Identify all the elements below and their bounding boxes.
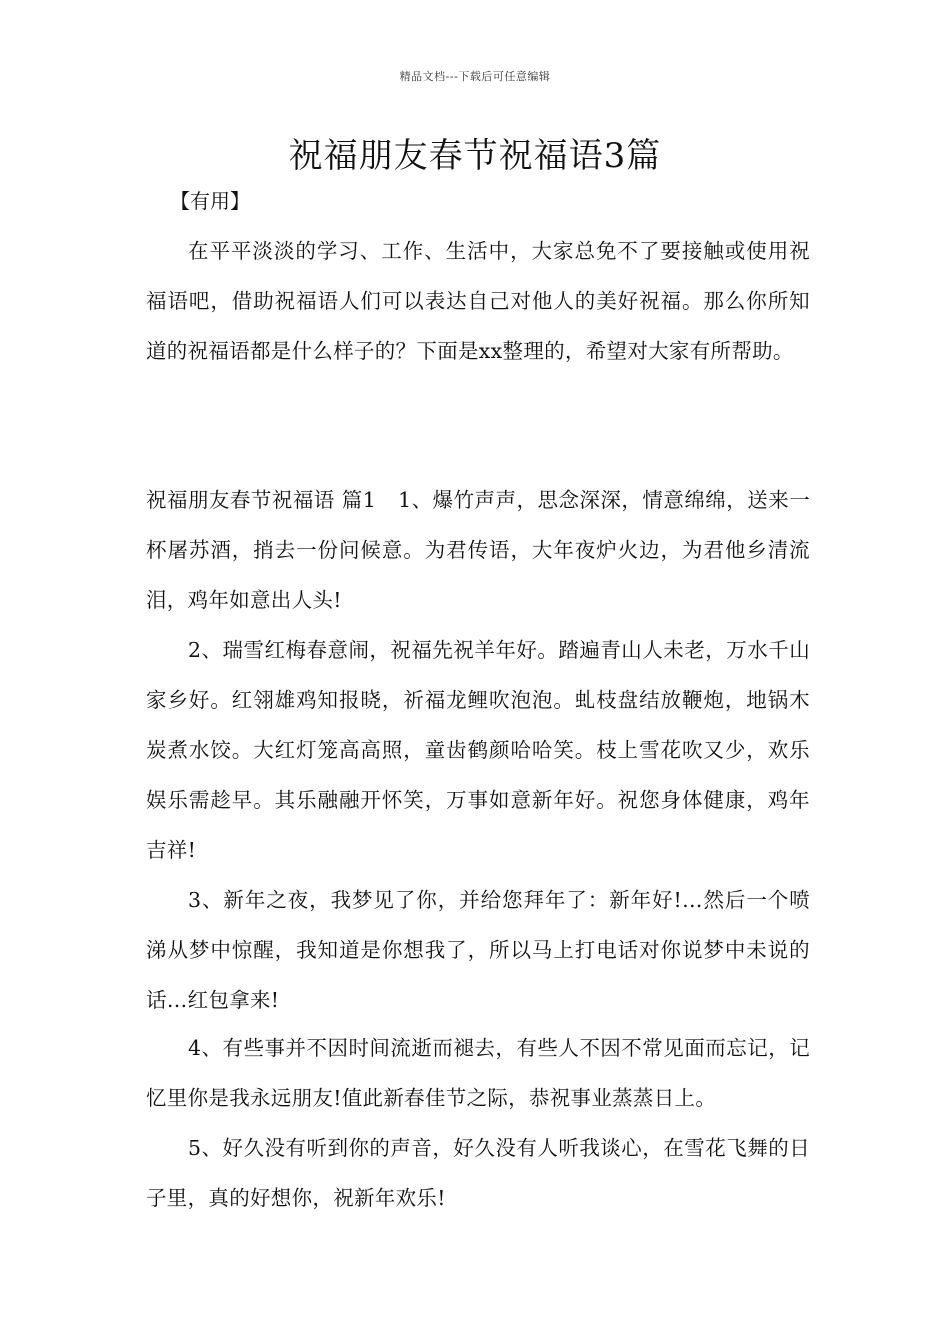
wish-item-2: 2、瑞雪红梅春意闹，祝福先祝羊年好。踏遍青山人未老，万水千山家乡好。红翎雄鸡知报晓，祈福龙鲤吹泡泡。虬枝盘结放鞭炮，地锅木炭煮水饺。大红灯笼高高照，童齿鹤颜哈哈笑。枝上雪花吹又少，欢乐娱乐需趁早。其乐融融开怀笑，万事如意新年好。祝您身体健康，鸡年吉祥! xyxy=(146,638,810,862)
useful-tag: 【有用】 xyxy=(170,189,250,213)
wish-text-1: 1、爆竹声声，思念深深，情意绵绵，送来一杯屠苏酒，捎去一份问候意。为君传语，大年夜炉火边，为君他乡清流泪，鸡年如意出人头! xyxy=(146,488,810,612)
wish-item-3: 3、新年之夜，我梦见了你，并给您拜年了：新年好!…然后一个喷涕从梦中惊醒，我知道是你想我了，所以马上打电话对你说梦中未说的话…红包拿来! xyxy=(146,888,810,1012)
wish-item-5: 5、好久没有听到你的声音，好久没有人听我谈心，在雪花飞舞的日子里，真的好想你，祝新年欢乐! xyxy=(146,1136,810,1210)
page-header-note: 精品文档---下载后可任意编辑 xyxy=(399,70,551,83)
section-heading: 祝福朋友春节祝福语 篇1 xyxy=(146,488,377,512)
wish-item-1 xyxy=(146,475,810,625)
intro-paragraph: 在平平淡淡的学习、工作、生活中，大家总免不了要接触或使用祝福语吧，借助祝福语人们可以表达自己对他人的美好祝福。那么你所知道的祝福语都是什么样子的？下面是xx整理的，希望对大家有所帮助。 xyxy=(146,239,810,363)
wish-item-4: 4、有些事并不因时间流逝而褪去，有些人不因不常见面而忘记，记忆里你是我永远朋友!值此新春佳节之际，恭祝事业蒸蒸日上。 xyxy=(146,1036,810,1110)
document-title: 祝福朋友春节祝福语3篇 xyxy=(288,136,662,176)
